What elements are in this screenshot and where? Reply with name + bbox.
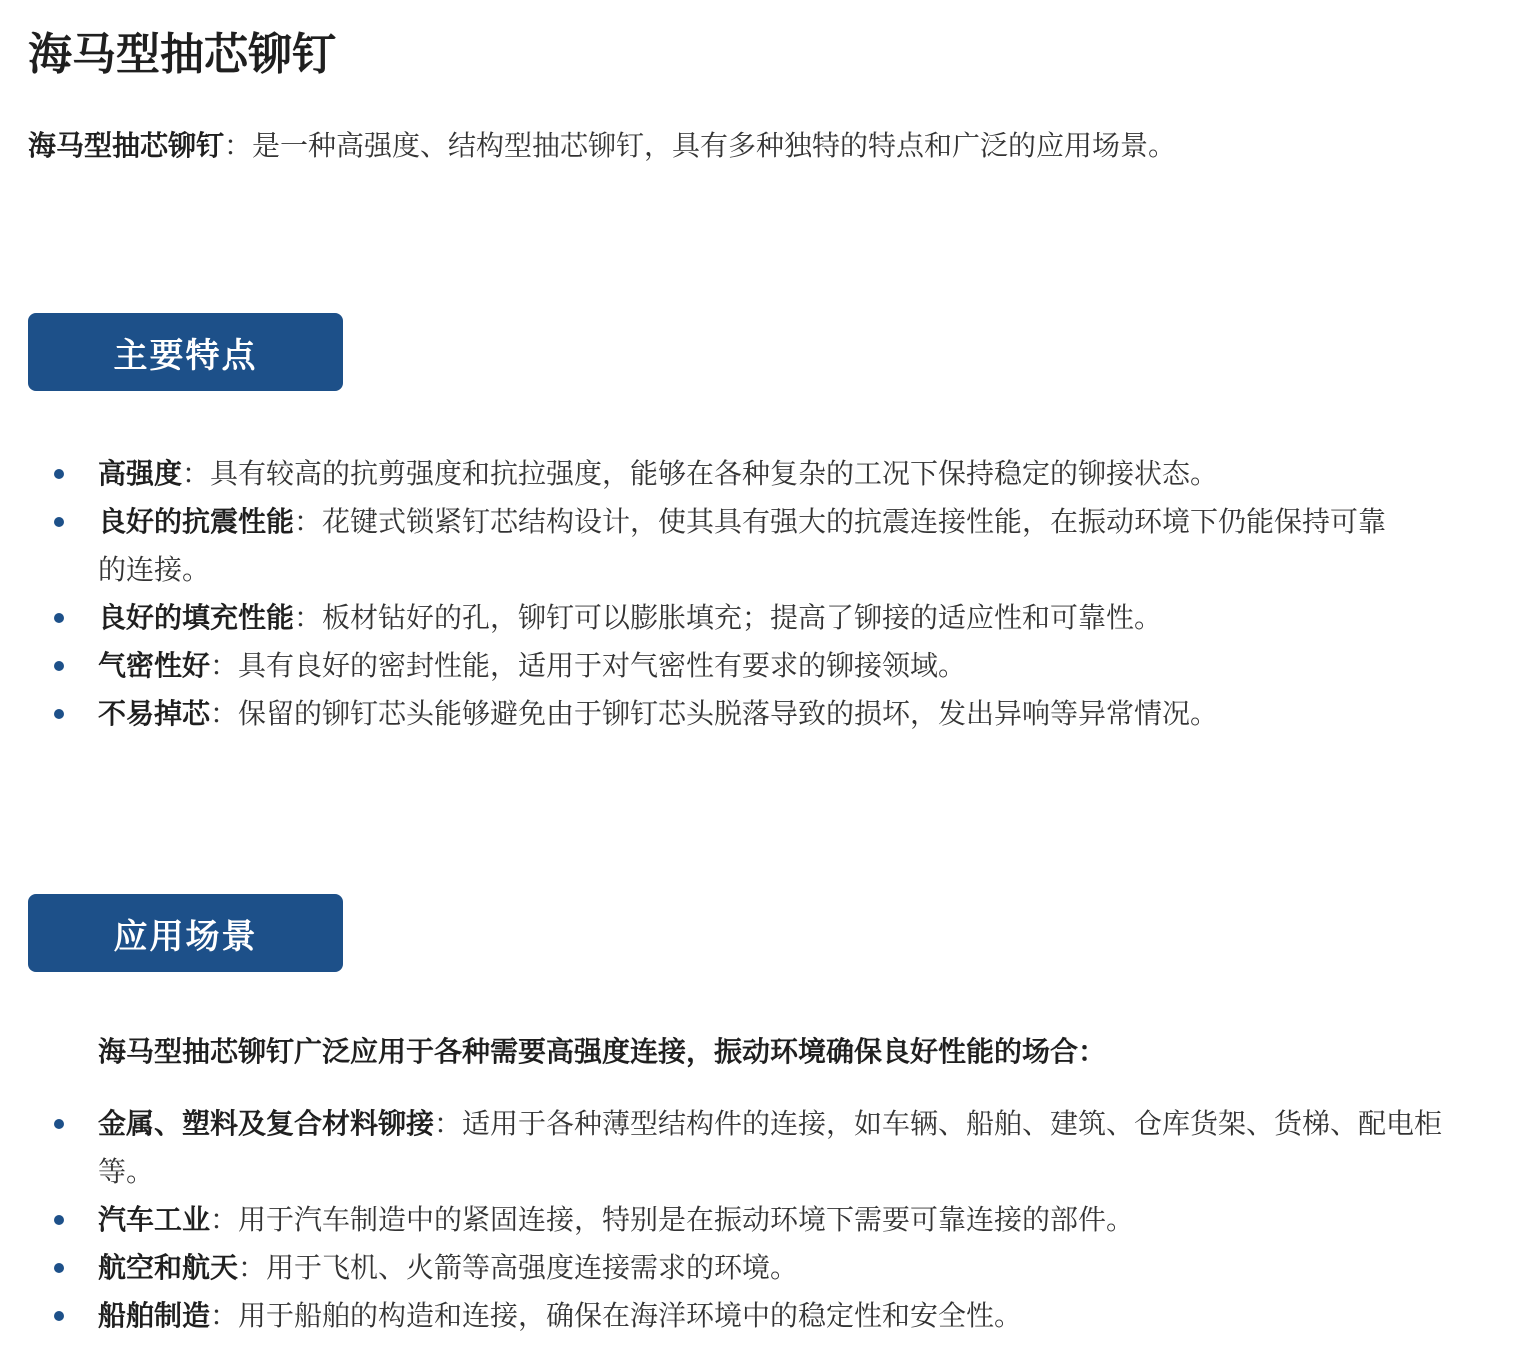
bullet-icon — [54, 709, 64, 719]
item-colon: ： — [182, 457, 211, 490]
item-text: 用于船舶的构造和连接，确保在海洋环境中的稳定性和安全性。 — [238, 1299, 1023, 1332]
bullet-icon — [54, 517, 64, 527]
item-text: 具有良好的密封性能，适用于对气密性有要求的铆接领域。 — [238, 649, 967, 682]
item-text: 保留的铆钉芯头能够避免由于铆钉芯头脱落导致的损坏，发出异响等异常情况。 — [238, 697, 1219, 730]
list-item — [0, 1100, 1524, 1196]
list-item — [0, 1244, 1524, 1292]
item-term: 金属、塑料及复合材料铆接 — [98, 1107, 435, 1140]
features-list — [0, 450, 1524, 738]
intro-paragraph — [28, 126, 1176, 166]
item-text: 适用于各种薄型结构件的连接，如车辆、船舶、建筑、仓库货架、货梯、配电柜等。 — [98, 1107, 1443, 1188]
bullet-icon — [54, 1263, 64, 1273]
list-item — [0, 690, 1524, 738]
item-term: 气密性好 — [98, 649, 211, 682]
item-term: 航空和航天 — [98, 1251, 239, 1284]
item-term: 不易掉芯 — [98, 697, 211, 730]
page-title: 海马型抽芯铆钉 — [28, 29, 336, 80]
intro-term: 海马型抽芯铆钉 — [28, 129, 225, 162]
list-item — [0, 498, 1524, 594]
bullet-icon — [54, 1311, 64, 1321]
item-colon: ： — [434, 1107, 463, 1140]
applications-list — [0, 1100, 1524, 1340]
bullet-icon — [54, 1215, 64, 1225]
bullet-icon — [54, 1119, 64, 1129]
applications-intro: 海马型抽芯铆钉广泛应用于各种需要高强度连接，振动环境确保良好性能的场合： — [98, 1035, 1107, 1068]
list-item — [0, 594, 1524, 642]
item-colon: ： — [210, 1299, 239, 1332]
intro-colon: ： — [224, 129, 253, 162]
item-colon: ： — [210, 1203, 239, 1236]
features-section-header: 主要特点 — [28, 313, 343, 391]
list-item — [0, 642, 1524, 690]
item-term: 汽车工业 — [98, 1203, 211, 1236]
item-colon: ： — [210, 649, 239, 682]
intro-text: 是一种高强度、结构型抽芯铆钉，具有多种独特的特点和广泛的应用场景。 — [252, 129, 1177, 162]
bullet-icon — [54, 613, 64, 623]
bullet-icon — [54, 661, 64, 671]
item-term: 良好的抗震性能 — [98, 505, 295, 538]
item-term: 船舶制造 — [98, 1299, 211, 1332]
item-colon: ： — [294, 505, 323, 538]
bullet-icon — [54, 469, 64, 479]
item-colon: ： — [238, 1251, 267, 1284]
applications-section-header: 应用场景 — [28, 894, 343, 972]
item-term: 高强度 — [98, 457, 183, 490]
item-text: 花键式锁紧钉芯结构设计，使其具有强大的抗震连接性能，在振动环境下仍能保持可靠的连接。 — [98, 505, 1387, 586]
item-colon: ： — [294, 601, 323, 634]
list-item — [0, 1292, 1524, 1340]
item-text: 板材钻好的孔，铆钉可以膨胀填充；提高了铆接的适应性和可靠性。 — [322, 601, 1163, 634]
item-text: 具有较高的抗剪强度和抗拉强度，能够在各种复杂的工况下保持稳定的铆接状态。 — [210, 457, 1219, 490]
list-item — [0, 1196, 1524, 1244]
list-item — [0, 450, 1524, 498]
item-text: 用于汽车制造中的紧固连接，特别是在振动环境下需要可靠连接的部件。 — [238, 1203, 1135, 1236]
item-term: 良好的填充性能 — [98, 601, 295, 634]
item-colon: ： — [210, 697, 239, 730]
item-text: 用于飞机、火箭等高强度连接需求的环境。 — [266, 1251, 799, 1284]
